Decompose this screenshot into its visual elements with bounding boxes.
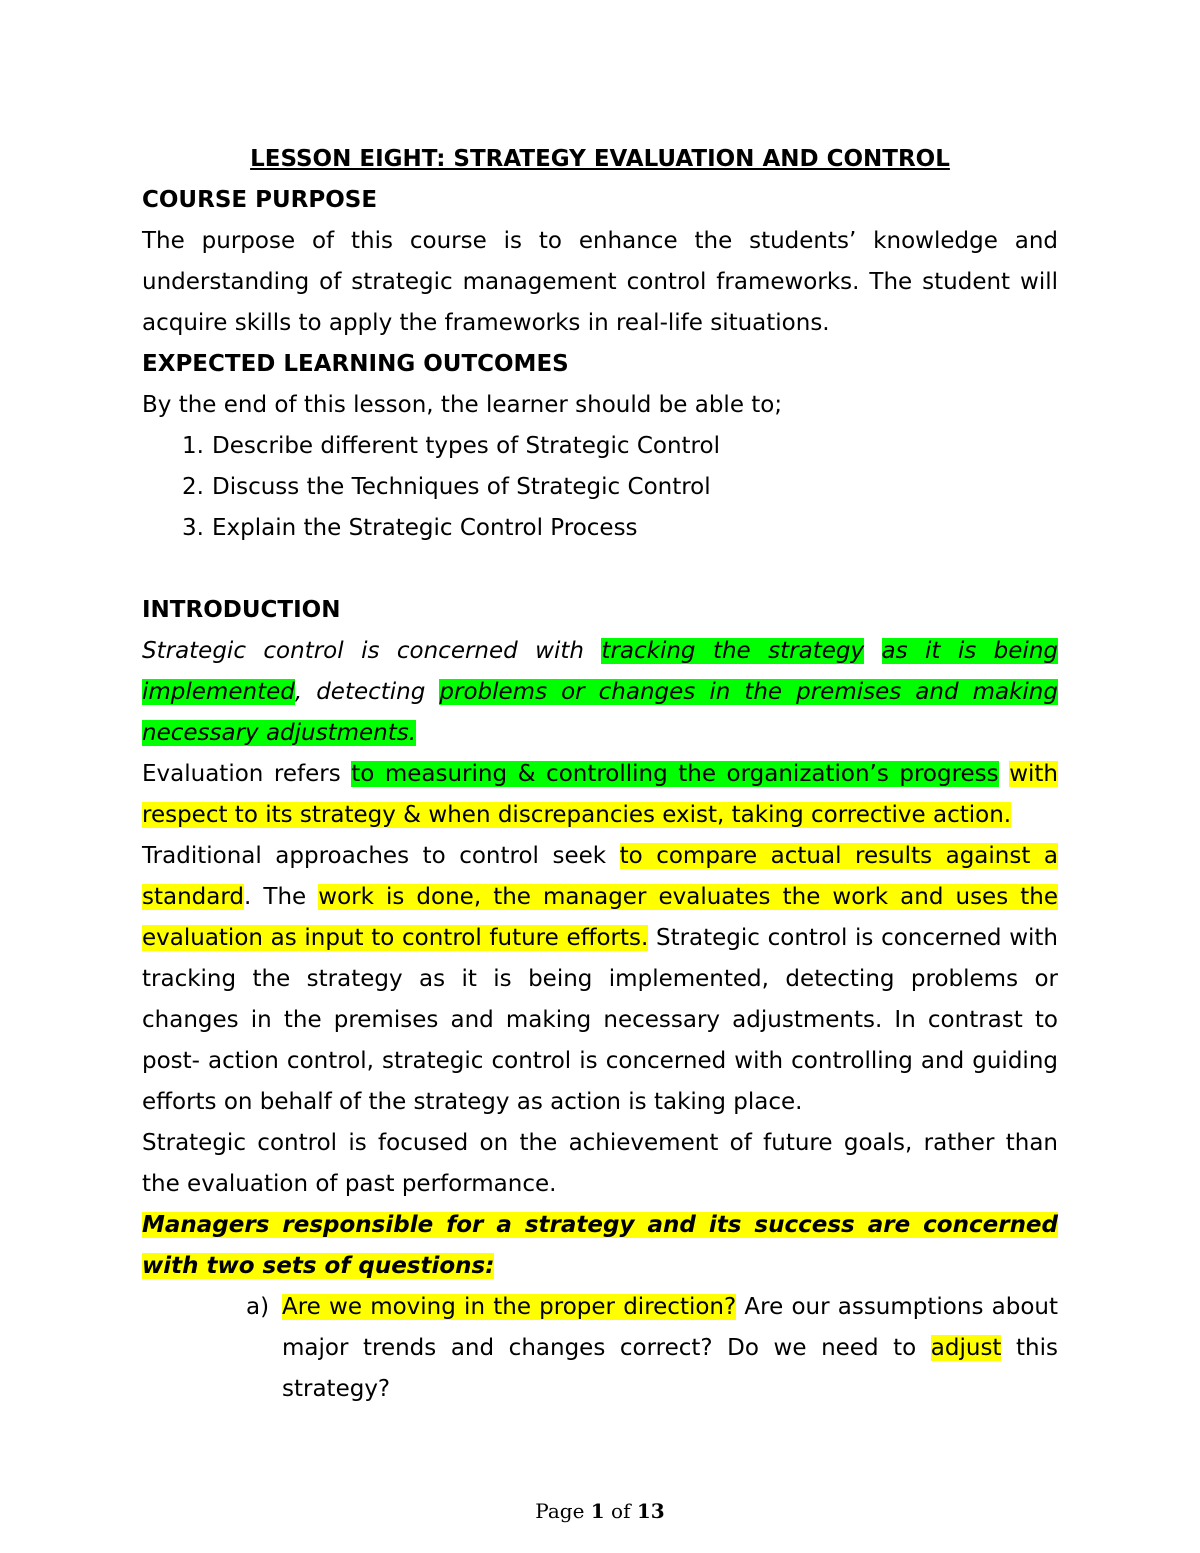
footer-total-pages: 13 [636, 1499, 665, 1523]
outcomes-heading: EXPECTED LEARNING OUTCOMES [142, 351, 569, 377]
highlight-green: tracking the strategy [601, 638, 865, 664]
highlight-yellow: to compare actual results against a standard [142, 843, 1058, 910]
intro-p1-text: Strategic control is concerned with [142, 638, 602, 664]
course-purpose-text: The purpose of this course is to enhance the students’ knowledge and understanding of strategic management control frameworks. The student will acquire skills to apply the frameworks in real-life situations. [142, 228, 1058, 336]
page-footer [0, 1499, 1200, 1523]
intro-paragraph-3: Traditional approaches to control seek to compare actual results against a standard. The work is done, the manager evaluates the work and uses the evaluation as input to control future efforts. Strategic control is concerned with tracking the strategy as it is being implemented, detecting problems or changes in the premises and making necessary adjustments. In contrast to post- action control, strategic control is concerned with controlling and guiding efforts on behalf of the strategy as action is taking place. [142, 843, 1059, 1115]
list-item-number: 2. [182, 474, 204, 500]
list-item-number: 1. [182, 433, 204, 459]
footer-page-word: Page [535, 1499, 585, 1523]
page-content [142, 139, 1058, 1410]
list-item [142, 467, 1058, 508]
footer-of-word: of [611, 1499, 631, 1523]
list-item [142, 426, 1058, 467]
lesson-title: LESSON EIGHT: STRATEGY EVALUATION AND CONTROL [250, 146, 950, 172]
outcomes-list [142, 426, 1058, 549]
intro-paragraph-2: Evaluation refers to measuring & controlling the organization’s progress with respect to its strategy & when discrepancies exist, taking corrective action. [142, 761, 1058, 828]
outcomes-intro: By the end of this lesson, the learner should be able to; [142, 392, 783, 418]
list-item-number: 3. [182, 515, 204, 541]
highlight-yellow: adjust [930, 1335, 1002, 1361]
question-label: a) [246, 1294, 270, 1320]
intro-paragraph-1: Strategic control is concerned with tracking the strategy as it is being implemented, detecting problems or changes in the premises and making necessary adjustments. [142, 638, 1058, 746]
list-item-text: Discuss the Techniques of Strategic Control [212, 474, 711, 500]
question-text: Are we moving in the proper direction? Are our assumptions about major trends and changes correct? Do we need to adjust this strategy? [282, 1294, 1058, 1402]
footer-current-page: 1 [590, 1499, 605, 1523]
intro-paragraph-5 [142, 1205, 1058, 1287]
highlight-green: to measuring & controlling the organization’s progress [351, 761, 999, 787]
list-item [142, 508, 1058, 549]
highlight-yellow: Managers responsible for a strategy and its success are concerned with two sets of questions: [142, 1212, 1058, 1279]
list-item-text: Describe different types of Strategic Control [212, 433, 720, 459]
course-purpose-heading: COURSE PURPOSE [142, 187, 378, 213]
list-item-text: Explain the Strategic Control Process [212, 515, 638, 541]
question-item [142, 1287, 1058, 1410]
intro-paragraph-4: Strategic control is focused on the achievement of future goals, rather than the evaluation of past performance. [142, 1130, 1058, 1197]
highlight-green: as it is being implemented [142, 638, 1058, 705]
highlight-green: problems or changes in the premises and making necessary adjustments. [142, 679, 1058, 746]
highlight-yellow: Are we moving in the proper direction? [282, 1294, 737, 1320]
highlight-yellow: with respect to its strategy & when discrepancies exist, taking corrective action. [142, 761, 1058, 828]
highlight-yellow: work is done, the manager evaluates the work and uses the evaluation as input to control future efforts. [142, 884, 1058, 951]
introduction-heading: INTRODUCTION [142, 597, 341, 623]
